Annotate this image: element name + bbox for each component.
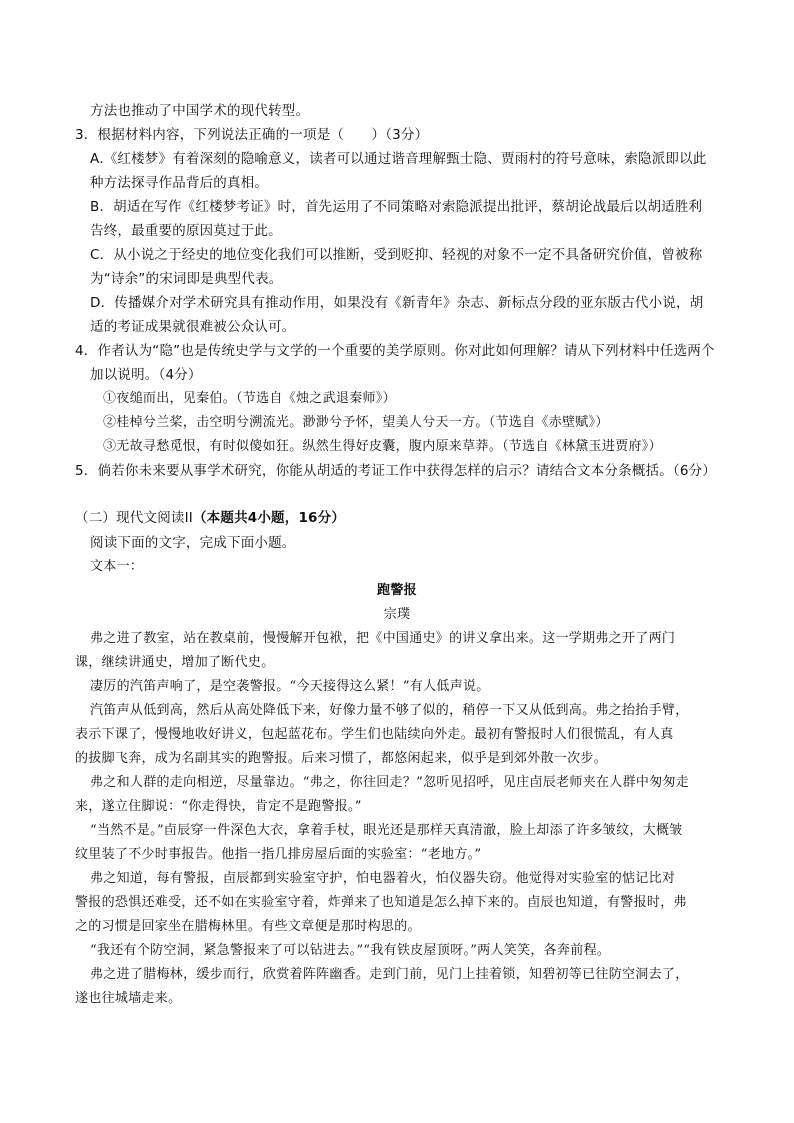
- option-c-cont: 为“诗余”的宋词即是典型代表。: [90, 271, 283, 287]
- article-line: “当然不是。”卣辰穿一件深色大衣，拿着手杖，眼光还是那样天真清澈，脸上却添了许多皱纹，大概皱: [90, 823, 683, 838]
- option-a-cont: 种方法探寻作品背后的真相。: [90, 175, 269, 191]
- article-line: “我还有个防空洞，紧急警报来了可以钻进去。”“我有铁皮屋顶呀。”两人笑笑，各奔前程。: [90, 943, 611, 958]
- paragraph-line: 方法也推动了中国学术的现代转型。: [90, 103, 310, 119]
- article-line: 来，遂立住脚说：“你走得快，肯定不是跑警报。”: [75, 799, 362, 814]
- section-subtitle: （本题共4小题，16分）: [192, 510, 346, 526]
- article-line: 课，继续讲通史，增加了断代史。: [75, 655, 275, 670]
- option-b: B．胡适在写作《红楼梦考证》时，首先运用了不同策略对索隐派提出批评，蔡胡论战最后以胡适胜利: [90, 199, 703, 215]
- article-title: 跑警报: [377, 583, 417, 598]
- material-1: ①夜缒而出，见秦伯。（节选自《烛之武退秦师》）: [103, 391, 396, 406]
- article-line: 纹里装了不少时事报告。他指一指几排房屋后面的实验室：“老地方。”: [75, 847, 482, 862]
- question-4-stem-cont: 加以说明。（4分）: [90, 367, 202, 383]
- article-line: 弗之和人群的走向相逆，尽量靠边。“弗之，你往回走？”忽听见招呼，见庄卣辰老师夹在人群中匆匆走: [90, 775, 690, 790]
- material-2: ②桂棹兮兰桨，击空明兮溯流光。渺渺兮予怀，望美人兮天一方。（节选自《赤壁赋》）: [103, 415, 609, 430]
- article-line: 弗之进了腊梅林，缓步而行，欣赏着阵阵幽香。走到门前，见门上挂着锁，知碧初等已往防空洞去了，: [90, 967, 689, 982]
- question-4-stem: 4．作者认为“隐”也是传统史学与文学的一个重要的美学原则。你对此如何理解？请从下列材料中任选两个: [75, 343, 715, 359]
- article-line: 之的习惯是回家坐在腊梅林里。有些文章便是那时构思的。: [75, 919, 421, 934]
- article-line: 表示下课了，慢慢地收好讲义，包起蓝花布。学生们也陆续向外走。最初有警报时人们很慌乱，有人真: [75, 727, 674, 742]
- article-line: 弗之知道，每有警报，卣辰都到实验室守护，怕电器着火，怕仪器失窃。他觉得对实验室的惦记比对: [90, 871, 676, 886]
- option-a: A.《红楼梦》有着深刻的隐喻意义，读者可以通过谐音理解甄士隐、贾雨村的符号意味，索隐派即以此: [90, 151, 707, 167]
- section-title: （二）现代文阅读II: [75, 510, 193, 526]
- question-5-stem: 5．倘若你未来要从事学术研究，你能从胡适的考证工作中获得怎样的启示？请结合文本分条概括。（6分）: [75, 463, 717, 479]
- section-heading: [75, 510, 345, 526]
- article-author: 宗璞: [383, 607, 411, 622]
- text-label: 文本一：: [90, 559, 144, 574]
- article-line: 凄厉的汽笛声响了，是空袭警报。“今天接得这么紧！”有人低声说。: [90, 679, 490, 694]
- option-c: C．从小说之于经史的地位变化我们可以推断，受到贬抑、轻视的对象不一定不具备研究价值，曾被称: [90, 247, 703, 263]
- article-line: 的拔脚飞奔，成为名副其实的跑警报。后来习惯了，都悠闲起来，似乎是到郊外散一次步。: [75, 751, 608, 766]
- option-d-cont: 适的考证成果就很难被公众认可。: [90, 319, 296, 335]
- article-line: 警报的恐惧还难受，还不如在实验室守着，炸弹来了也知道是怎么掉下来的。卣辰也知道，有警报时，弗: [75, 895, 687, 910]
- article-line: 遂也往城墙走来。: [75, 991, 182, 1006]
- option-b-cont: 告终，最重要的原因莫过于此。: [90, 223, 282, 239]
- question-3-stem: 3．根据材料内容，下列说法正确的一项是（ ）（3分）: [75, 127, 429, 143]
- option-d: D．传播媒介对学术研究具有推动作用，如果没有《新青年》杂志、新标点分段的亚东版古代小说，胡: [90, 295, 704, 311]
- material-3: ③无故寻愁觅恨，有时似傻如狂。纵然生得好皮囊，腹内原来草莽。（节选自《林黛玉进贾府》）: [103, 439, 662, 454]
- article-line: 弗之进了教室，站在教桌前，慢慢解开包袱，把《中国通史》的讲义拿出来。这一学期弗之开了两门: [90, 631, 676, 646]
- article-line: 汽笛声从低到高，然后从高处降低下来，好像力量不够了似的，稍停一下又从低到高。弗之抬抬手臂，: [90, 703, 689, 718]
- instruction: 阅读下面的文字，完成下面小题。: [90, 535, 296, 551]
